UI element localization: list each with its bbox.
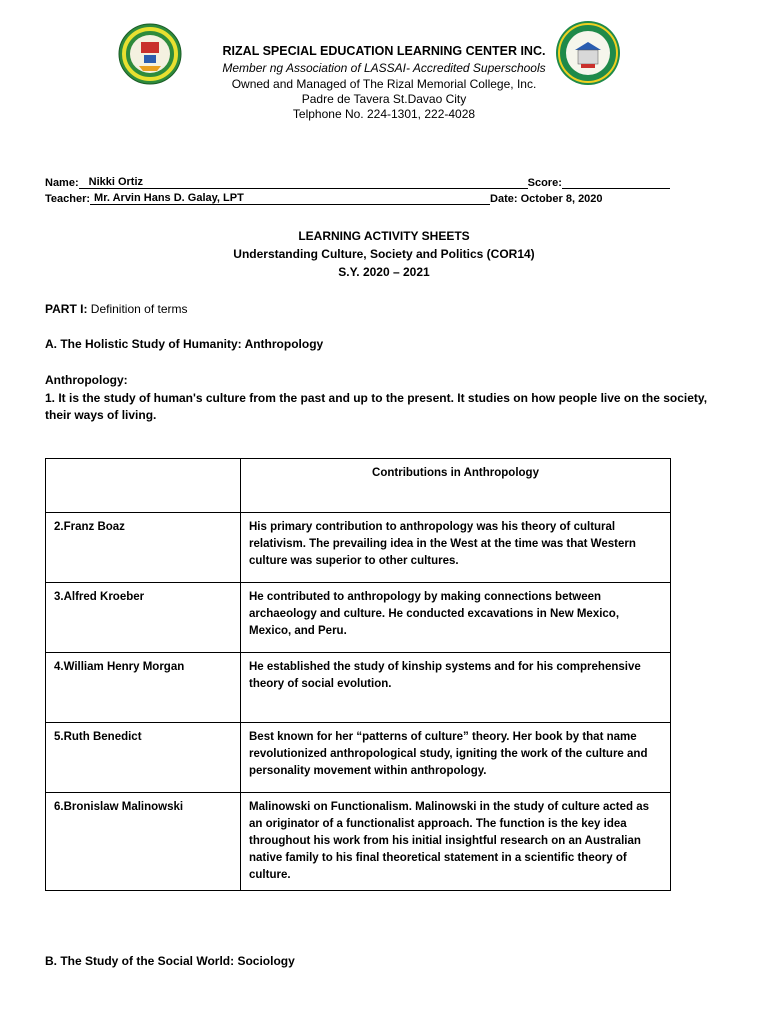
anthropology-label: Anthropology: xyxy=(45,373,128,387)
anthropology-definition: 1. It is the study of human's culture from the past and up to the present. It studies on how people live on the society, their ways of living. xyxy=(45,391,708,422)
contribution-text: His primary contribution to anthropology was his theory of cultural relativism. The prevailing idea in the West at the time was that Western culture was superior to other cultures. xyxy=(241,513,671,583)
anthropologist-name: 4.William Henry Morgan xyxy=(46,653,241,723)
part-heading xyxy=(45,302,188,316)
contribution-text: Malinowski on Functionalism. Malinowski in the study of culture acted as an originator of a functionalist approach. The function is the key idea throughout his work from his initial insightful research on an Australian native family to his final theoretical statement in a scientific theory of culture. xyxy=(241,793,671,891)
score-field xyxy=(562,176,670,189)
table-header-row xyxy=(46,459,671,513)
table-row xyxy=(46,793,671,891)
anthropologist-name: 6.Bronislaw Malinowski xyxy=(46,793,241,891)
name-row xyxy=(45,176,685,189)
name-value: Nikki Ortiz xyxy=(88,176,144,188)
phone-line: Telphone No. 224-1301, 222-4028 xyxy=(292,107,476,121)
anthropologist-name: 2.Franz Boaz xyxy=(46,513,241,583)
table-header-cell: Contributions in Anthropology xyxy=(241,459,671,513)
ownership-line: Owned and Managed of The Rizal Memorial College, Inc. xyxy=(231,77,537,91)
section-a-heading: A. The Holistic Study of Humanity: Anthropology xyxy=(45,337,324,351)
teacher-label: Teacher: xyxy=(45,193,91,205)
contribution-text: He contributed to anthropology by making connections between archaeology and culture. He conducted excavations in New Mexico, Mexico, and Peru. xyxy=(241,583,671,653)
teacher-field xyxy=(90,192,490,205)
membership-line: Member ng Association of LASSAI- Accredited Superschools xyxy=(222,61,546,75)
part-label: PART I: xyxy=(45,302,88,316)
contribution-text: Best known for her “patterns of culture” theory. Her book by that name revolutionized anthropological study, igniting the work of the culture and personality movement within anthropology. xyxy=(241,723,671,793)
teacher-value: Mr. Arvin Hans D. Galay, LPT xyxy=(94,192,244,204)
teacher-row xyxy=(45,192,685,205)
contribution-text: He established the study of kinship systems and for his comprehensive theory of social evolution. xyxy=(241,653,671,723)
name-label: Name: xyxy=(45,177,79,189)
sheet-title: LEARNING ACTIVITY SHEETS xyxy=(298,229,470,243)
school-year: S.Y. 2020 – 2021 xyxy=(338,265,430,279)
table-header-empty-cell xyxy=(46,459,241,513)
date-label: Date: October 8, 2020 xyxy=(490,193,603,205)
part-description: Definition of terms xyxy=(87,302,188,316)
anthropologist-name: 3.Alfred Kroeber xyxy=(46,583,241,653)
course-title: Understanding Culture, Society and Politics (COR14) xyxy=(233,247,535,261)
name-field xyxy=(79,176,528,189)
table-row xyxy=(46,653,671,723)
table-row xyxy=(46,723,671,793)
table-row xyxy=(46,583,671,653)
anthropologist-name: 5.Ruth Benedict xyxy=(46,723,241,793)
contributions-table xyxy=(45,458,671,891)
score-label: Score: xyxy=(527,177,562,189)
section-b-heading: B. The Study of the Social World: Sociology xyxy=(45,954,295,968)
table-row xyxy=(46,513,671,583)
address-line: Padre de Tavera St.Davao City xyxy=(301,92,467,106)
school-name: RIZAL SPECIAL EDUCATION LEARNING CENTER INC. xyxy=(222,44,546,58)
